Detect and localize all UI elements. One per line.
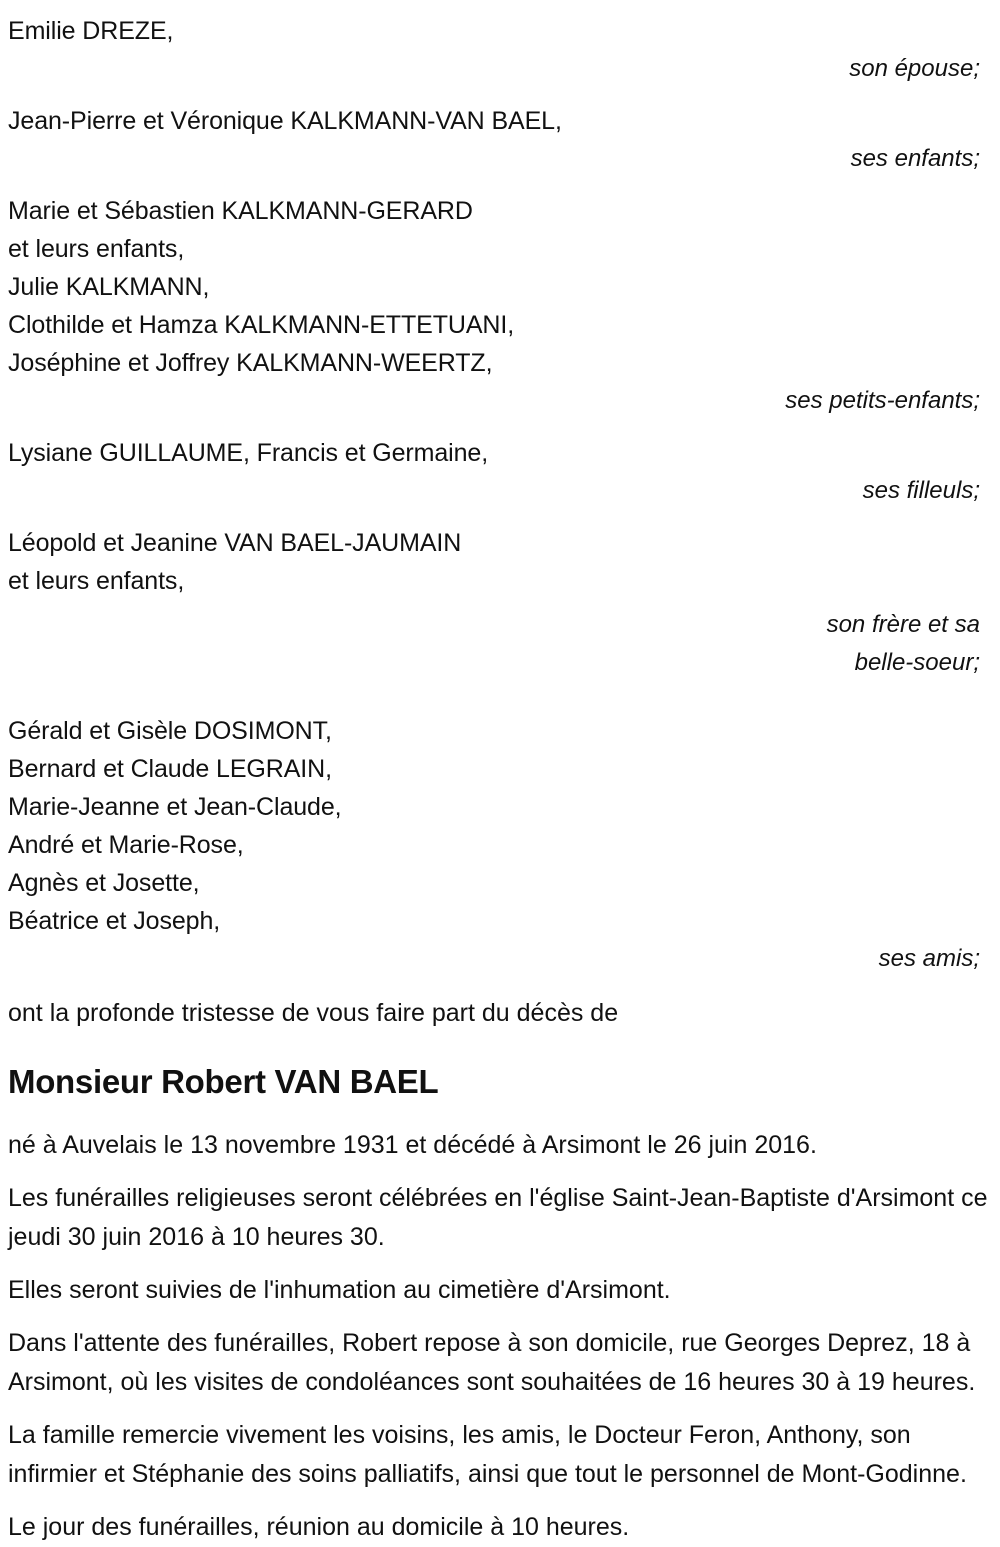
name-line: et leurs enfants,: [8, 235, 185, 263]
relation-group-spouse: [8, 12, 990, 88]
relation-label-brother-line2: belle-soeur;: [854, 649, 980, 676]
name-line: Béatrice et Joseph,: [8, 907, 221, 935]
relation-group-children: [8, 102, 990, 178]
relation-group-friends: [8, 712, 990, 978]
detail-paragraph-gathering: Le jour des funérailles, réunion au domicile à 10 heures.: [8, 1513, 630, 1541]
name-line: Bernard et Claude LEGRAIN,: [8, 755, 332, 783]
relation-label-spouse: son épouse;: [849, 55, 980, 82]
relation-label-grandchildren: ses petits-enfants;: [785, 387, 980, 414]
detail-paragraph-funeral: Les funérailles religieuses seront célébrées en l'église Saint-Jean-Baptiste d'Arsimont ce jeudi 30 juin 2016 à 10 heures 30.: [8, 1184, 988, 1251]
name-line: Gérald et Gisèle DOSIMONT,: [8, 717, 332, 745]
name-line: Clothilde et Hamza KALKMANN-ETTETUANI,: [8, 311, 515, 339]
name-list: [8, 192, 990, 382]
name-line: Joséphine et Joffrey KALKMANN-WEERTZ,: [8, 349, 493, 377]
name-list: [8, 524, 990, 600]
name-list: [8, 12, 990, 50]
relation-label-godchildren: ses filleuls;: [862, 477, 980, 504]
detail-paragraph-thanks: La famille remercie vivement les voisins, les amis, le Docteur Feron, Anthony, son infirmier et Stéphanie des soins palliatifs, ainsi que tout le personnel de Mont-Godinne.: [8, 1421, 967, 1488]
name-list: [8, 102, 990, 140]
relation-group-grandchildren: [8, 192, 990, 420]
spacer: [8, 696, 990, 712]
name-line: Agnès et Josette,: [8, 869, 200, 897]
name-line: André et Marie-Rose,: [8, 831, 244, 859]
deceased-name: Monsieur Robert VAN BAEL: [8, 1063, 439, 1100]
relation-label-brother-line1: son frère et sa: [826, 611, 980, 638]
relation-label-children: ses enfants;: [850, 145, 980, 172]
name-list: [8, 434, 990, 472]
name-line: Marie-Jeanne et Jean-Claude,: [8, 793, 342, 821]
name-line: Jean-Pierre et Véronique KALKMANN-VAN BAEL,: [8, 107, 562, 135]
name-line: et leurs enfants,: [8, 567, 185, 595]
relation-group-godchildren: [8, 434, 990, 510]
name-line: Marie et Sébastien KALKMANN-GERARD: [8, 197, 473, 225]
name-list: [8, 712, 990, 940]
name-line: Léopold et Jeanine VAN BAEL-JAUMAIN: [8, 529, 462, 557]
detail-paragraph-visits: Dans l'attente des funérailles, Robert repose à son domicile, rue Georges Deprez, 18 à Arsimont, où les visites de condoléances sont souhaitées de 16 heures 30 à 19 heures.: [8, 1329, 976, 1396]
name-line: Emilie DREZE,: [8, 17, 174, 45]
announcement-lead-in: ont la profonde tristesse de vous faire part du décès de: [8, 999, 619, 1027]
relation-group-brother: [8, 524, 990, 682]
detail-paragraph-burial: Elles seront suivies de l'inhumation au cimetière d'Arsimont.: [8, 1276, 671, 1304]
relation-label-friends: ses amis;: [878, 945, 980, 972]
name-line: Lysiane GUILLAUME, Francis et Germaine,: [8, 439, 489, 467]
detail-paragraph-birth-death: né à Auvelais le 13 novembre 1931 et décédé à Arsimont le 26 juin 2016.: [8, 1131, 817, 1159]
name-line: Julie KALKMANN,: [8, 273, 210, 301]
details-section: [0, 1126, 1000, 1547]
